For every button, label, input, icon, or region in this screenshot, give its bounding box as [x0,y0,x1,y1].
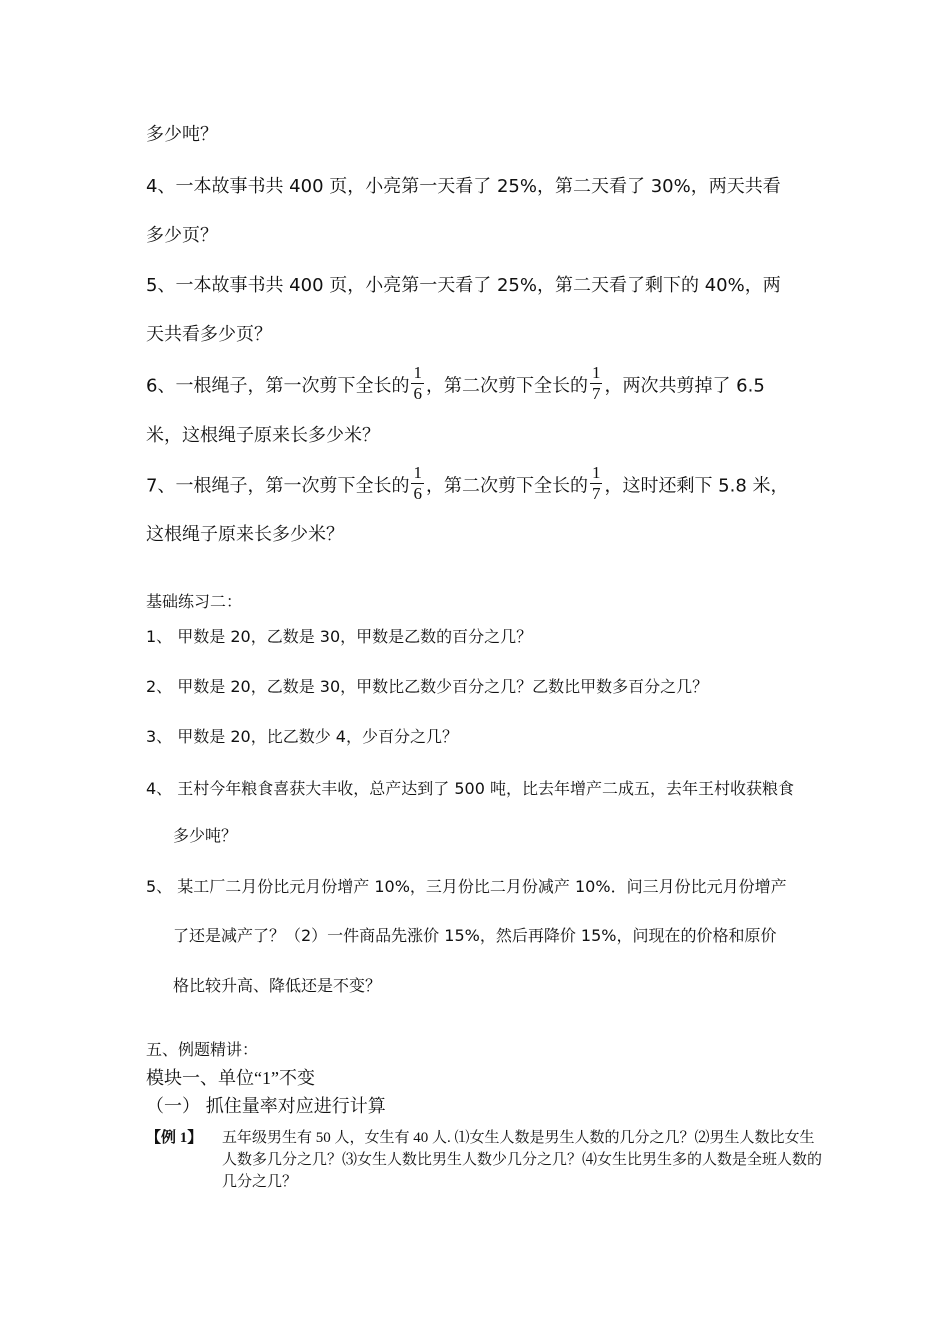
question-7-part2: ，第二次剪下全长的 [425,475,588,497]
exercise-1: 1、 甲数是 20，乙数是 30，甲数是乙数的百分之几？ [146,627,533,646]
module-heading [146,1067,315,1090]
text-line: 多少页？ [146,225,218,246]
question-6-part3: ，两次共剪掉了 6.5 [604,375,765,397]
fraction: $\frac{1}{6}$ [413,463,422,503]
question-6-part2: ，第二次剪下全长的 [425,375,588,397]
exercise-4: 4、 王村今年粮食喜获大丰收，总产达到了 500 吨，比去年增产二成五，去年王村收获粮食 [146,779,794,798]
module-heading-part2: 不变 [278,1068,315,1089]
question-6 [146,363,765,406]
exercise-3: 3、 甲数是 20，比乙数少 4，少百分之几？ [146,727,458,746]
fraction: $\frac{1}{7}$ [591,463,601,503]
text-line: 这根绳子原来长多少米？ [146,524,344,545]
question-7 [146,463,789,506]
question-5: 5、一本故事书共 400 页，小亮第一天看了 25%，第二天看了剩下的 40%，两 [146,275,781,296]
section-title: 基础练习二： [146,592,243,611]
fraction: $\frac{1}{6}$ [413,363,422,403]
text-line: 多少吨？ [173,826,238,845]
section-heading: 五、例题精讲： [146,1040,259,1059]
example-block [146,1127,826,1193]
exercise-2: 2、 甲数是 20，乙数是 30，甲数比乙数少百分之几？乙数比甲数多百分之几？ [146,677,709,696]
text-line: 米，这根绳子原来长多少米？ [146,425,380,446]
text-line: 多少吨？ [146,124,218,145]
example-text: 五年级男生有 50 人，女生有 40 人. ⑴女生人数是男生人数的几分之几？⑵男生人数比女生人数多几分之几？⑶女生人数比男生人数少几分之几？⑷女生比男生多的人数是全班人数的几分之几？ [222,1130,823,1190]
question-4: 4、一本故事书共 400 页，小亮第一天看了 25%，第二天看了 30%，两天共看 [146,176,781,197]
question-6-part1: 6、一根绳子，第一次剪下全长的 [146,375,410,397]
example-tag: 【例 1】 [146,1130,203,1146]
module-heading-part1: 模块一、单位 [146,1068,254,1089]
question-7-part1: 7、一根绳子，第一次剪下全长的 [146,475,410,497]
exercise-5: 5、 某工厂二月份比元月份增产 10%，三月份比二月份减产 10%．问三月份比元月份增产 [146,877,787,896]
text-line: 天共看多少页？ [146,324,272,345]
module-heading-unit: “1” [254,1068,279,1088]
question-7-part3: ，这时还剩下 5.8 米， [604,475,789,497]
fraction: $\frac{1}{7}$ [591,363,601,403]
text-line: 格比较升高、降低还是不变？ [173,976,382,995]
text-line: 了还是减产了？（2）一件商品先涨价 15%，然后再降价 15%，问现在的价格和原价 [173,926,777,945]
subsection-heading: （一） 抓住量率对应进行计算 [146,1096,386,1117]
